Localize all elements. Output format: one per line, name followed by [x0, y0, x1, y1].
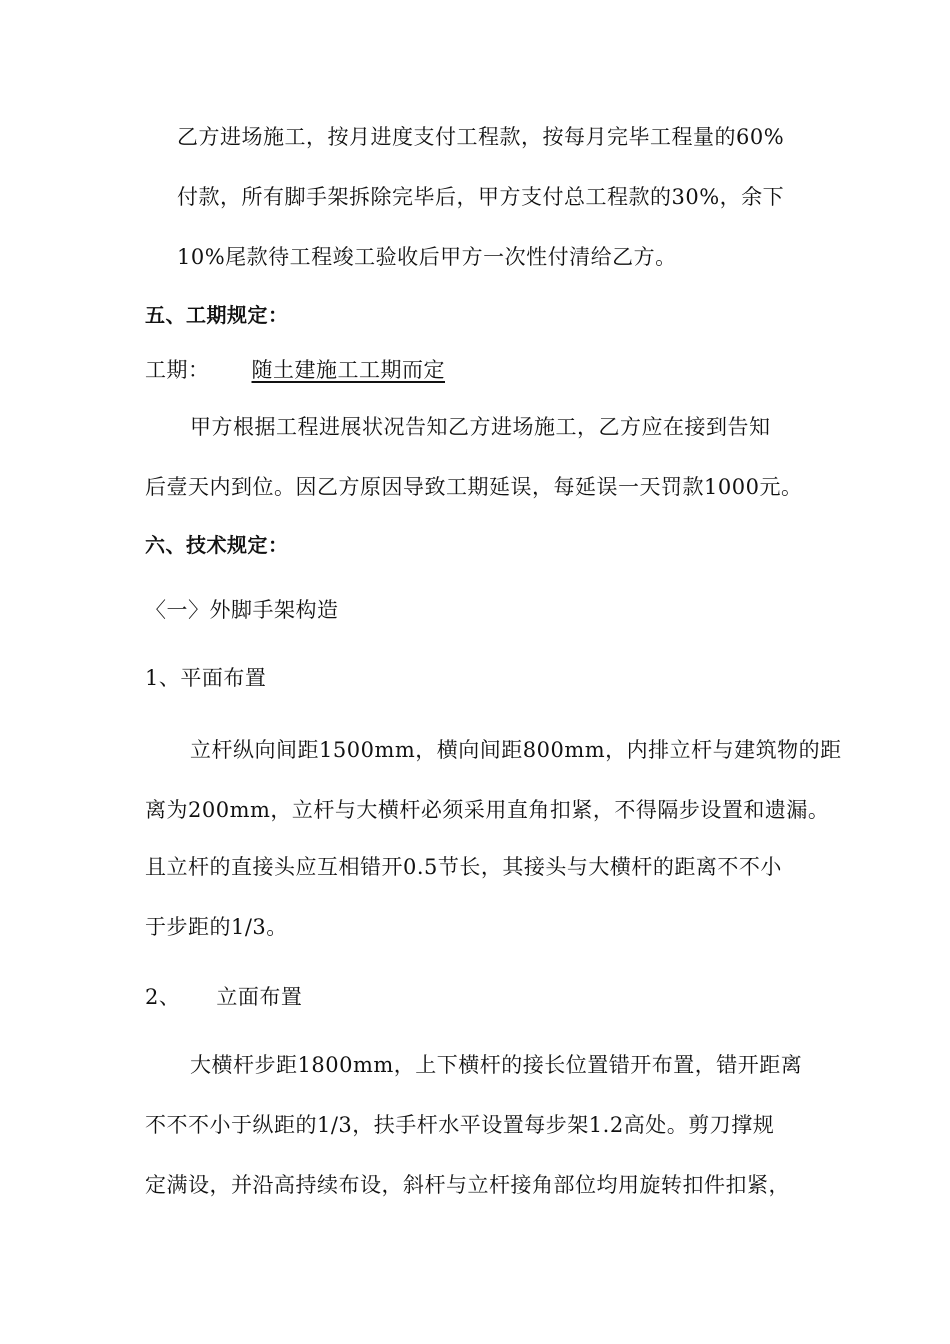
paragraph-line: 10%尾款待工程竣工验收后甲方一次性付清给乙方。 [177, 245, 677, 269]
paragraph-line: 甲方根据工程进展状况告知乙方进场施工，乙方应在接到告知 [190, 415, 771, 439]
item-title-row [145, 982, 302, 1012]
item-number: 2、 [145, 985, 181, 1009]
item-title: 1、平面布置 [145, 666, 267, 690]
paragraph-line: 不不不小于纵距的1/3，扶手杆水平设置每步架1.2高处。剪刀撑规 [145, 1113, 775, 1137]
paragraph-line: 付款，所有脚手架拆除完毕后，甲方支付总工程款的30%，余下 [177, 185, 785, 209]
period-row [145, 355, 488, 385]
period-value: 随土建施工工期而定 [251, 358, 445, 382]
item-title: 立面布置 [216, 985, 303, 1009]
section-heading-6: 六、技术规定： [145, 533, 289, 557]
paragraph-line: 后壹天内到位。因乙方原因导致工期延误，每延误一天罚款1000元。 [145, 475, 803, 499]
paragraph-line: 大横杆步距1800mm，上下横杆的接长位置错开布置，错开距离 [190, 1053, 803, 1077]
period-label: 工期： [145, 358, 210, 382]
paragraph-line: 定满设，并沿高持续布设，斜杆与立杆接角部位均用旋转扣件扣紧， [145, 1173, 790, 1197]
paragraph-line: 离为200mm，立杆与大横杆必须采用直角扣紧，不得隔步设置和遗漏。 [145, 798, 830, 822]
paragraph-line: 且立杆的直接头应互相错开0.5节长，其接头与大横杆的距离不不小 [145, 855, 782, 879]
subsection-title: 〈一〉外脚手架构造 [145, 598, 339, 622]
paragraph-line: 于步距的1/3。 [145, 915, 288, 939]
paragraph-line: 乙方进场施工，按月进度支付工程款，按每月完毕工程量的60% [177, 125, 785, 149]
paragraph-line: 立杆纵向间距1500mm，横向间距800mm，内排立杆与建筑物的距 [190, 738, 842, 762]
section-heading-5: 五、工期规定： [145, 303, 289, 327]
